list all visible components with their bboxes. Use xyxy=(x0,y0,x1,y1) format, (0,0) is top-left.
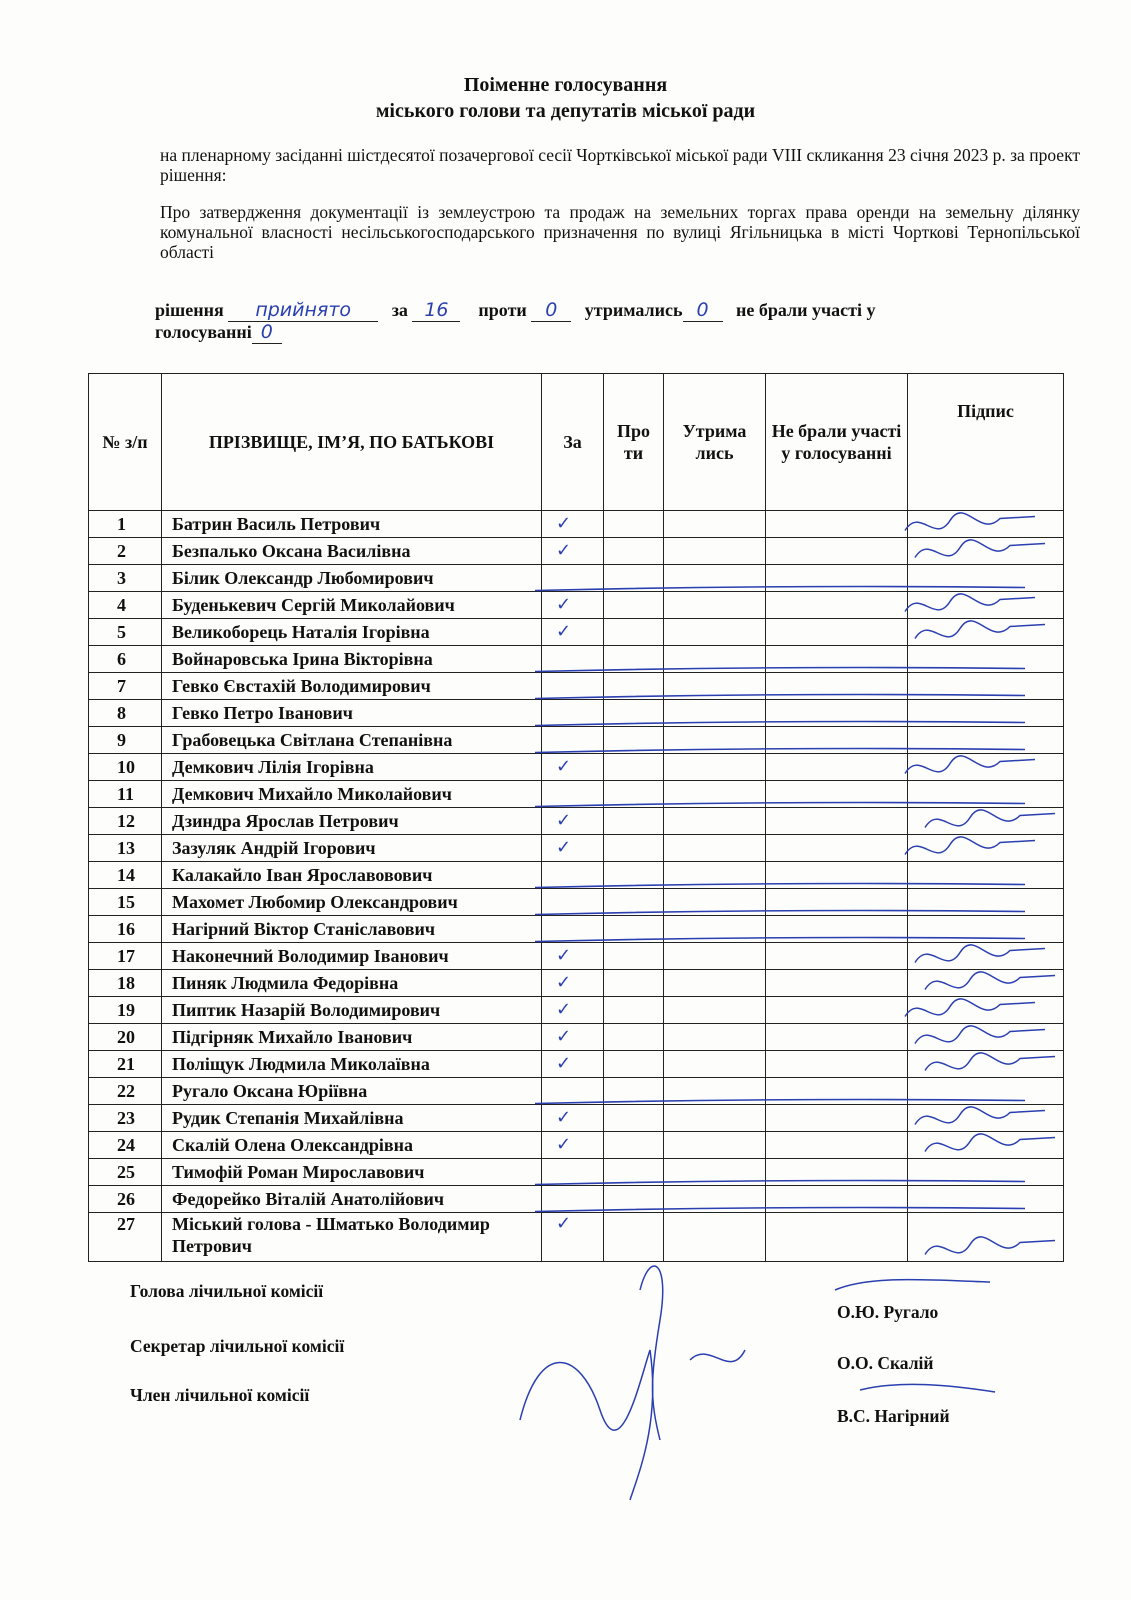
vote-abstained-cell xyxy=(664,592,766,619)
check-mark: ✓ xyxy=(556,513,572,534)
vote-abstained-cell xyxy=(664,646,766,673)
vote-abstained-cell xyxy=(664,808,766,835)
deputy-name: Підгірняк Михайло Іванович xyxy=(162,1024,542,1051)
table-row xyxy=(89,997,1064,1024)
vote-against-cell xyxy=(604,565,664,592)
vote-against-cell xyxy=(604,970,664,997)
vote-not-participated-cell xyxy=(766,700,908,727)
vote-not-participated-cell xyxy=(766,565,908,592)
table-row xyxy=(89,889,1064,916)
signature-cell xyxy=(908,754,1064,781)
vote-abstained-cell xyxy=(664,754,766,781)
project-title: Про затвердження документації із землеустрою та продаж на земельних торгах права оренди на земельну ділянку комунальної власності несільськогосподарського призначення по вулиці Ягільницька в місті Чорткові Тернопільської області xyxy=(160,202,1080,262)
vote-abstained-cell xyxy=(664,781,766,808)
vote-against-cell xyxy=(604,916,664,943)
table-row xyxy=(89,538,1064,565)
vote-for-cell xyxy=(542,754,604,781)
for-count: 16 xyxy=(412,300,460,322)
deputy-name: Тимофій Роман Мирославович xyxy=(162,1159,542,1186)
vote-not-participated-cell xyxy=(766,1132,908,1159)
vote-against-cell xyxy=(604,727,664,754)
vote-for-cell xyxy=(542,943,604,970)
row-number: 19 xyxy=(89,997,162,1024)
table-row xyxy=(89,1105,1064,1132)
abstained-label: утримались xyxy=(584,300,683,320)
signature-cell xyxy=(908,592,1064,619)
signature-cell xyxy=(908,511,1064,538)
vote-abstained-cell xyxy=(664,997,766,1024)
vote-against-cell xyxy=(604,808,664,835)
signature-cell xyxy=(908,646,1064,673)
check-mark: ✓ xyxy=(556,1053,572,1074)
vote-against-cell xyxy=(604,835,664,862)
check-mark: ✓ xyxy=(556,972,572,993)
against-label: проти xyxy=(478,300,527,320)
row-number: 11 xyxy=(89,781,162,808)
vote-for-cell xyxy=(542,592,604,619)
row-number: 24 xyxy=(89,1132,162,1159)
deputy-name: Наконечний Володимир Іванович xyxy=(162,943,542,970)
check-mark: ✓ xyxy=(556,756,572,777)
table-row xyxy=(89,1024,1064,1051)
table-row xyxy=(89,970,1064,997)
vote-against-cell xyxy=(604,1186,664,1213)
vote-for-cell xyxy=(542,916,604,943)
check-mark: ✓ xyxy=(556,1213,572,1234)
vote-not-participated-cell xyxy=(766,970,908,997)
vote-against-cell xyxy=(604,1051,664,1078)
vote-against-cell xyxy=(604,862,664,889)
vote-against-cell xyxy=(604,592,664,619)
vote-against-cell xyxy=(604,781,664,808)
row-number: 25 xyxy=(89,1159,162,1186)
vote-abstained-cell xyxy=(664,700,766,727)
vote-for-cell xyxy=(542,700,604,727)
vote-for-cell xyxy=(542,808,604,835)
deputy-name: Білик Олександр Любомирович xyxy=(162,565,542,592)
table-row xyxy=(89,673,1064,700)
vote-not-participated-cell xyxy=(766,1105,908,1132)
check-mark: ✓ xyxy=(556,540,572,561)
vote-abstained-cell xyxy=(664,1132,766,1159)
vote-for-cell xyxy=(542,1051,604,1078)
deputy-name: Калакайло Іван Ярославовович xyxy=(162,862,542,889)
deputy-name: Нагірний Віктор Станіславович xyxy=(162,916,542,943)
vote-against-cell xyxy=(604,943,664,970)
deputy-name: Дзиндра Ярослав Петрович xyxy=(162,808,542,835)
not-participated-count: 0 xyxy=(252,322,282,344)
signature-cell xyxy=(908,1105,1064,1132)
signature-cell xyxy=(908,565,1064,592)
vote-against-cell xyxy=(604,673,664,700)
vote-abstained-cell xyxy=(664,835,766,862)
deputy-name: Поліщук Людмила Миколаївна xyxy=(162,1051,542,1078)
col-header-abstained: Утрима лись xyxy=(664,374,766,511)
signature-cell xyxy=(908,835,1064,862)
row-number: 4 xyxy=(89,592,162,619)
decision-label: рішення xyxy=(155,300,224,320)
signature-cell xyxy=(908,943,1064,970)
commission-chair-name: О.Ю. Ругало xyxy=(837,1302,939,1322)
vote-for-cell xyxy=(542,1105,604,1132)
signature-cell xyxy=(908,781,1064,808)
vote-against-cell xyxy=(604,1078,664,1105)
deputy-name: Федорейко Віталій Анатолійович xyxy=(162,1186,542,1213)
vote-not-participated-cell xyxy=(766,916,908,943)
vote-not-participated-cell xyxy=(766,1078,908,1105)
col-header-num: № з/п xyxy=(89,374,162,511)
vote-abstained-cell xyxy=(664,619,766,646)
table-row xyxy=(89,943,1064,970)
commission-signature-scribble xyxy=(835,1280,990,1290)
col-header-against: Про ти xyxy=(604,374,664,511)
check-mark: ✓ xyxy=(556,945,572,966)
row-number: 26 xyxy=(89,1186,162,1213)
vote-for-cell xyxy=(542,727,604,754)
vote-against-cell xyxy=(604,889,664,916)
vote-for-cell xyxy=(542,1213,604,1262)
table-row xyxy=(89,754,1064,781)
deputy-name: Войнаровська Ірина Вікторівна xyxy=(162,646,542,673)
row-number: 13 xyxy=(89,835,162,862)
table-row xyxy=(89,1132,1064,1159)
vote-against-cell xyxy=(604,646,664,673)
table-row xyxy=(89,727,1064,754)
document-title-line-2: міського голови та депутатів міської ради xyxy=(375,100,756,122)
table-row xyxy=(89,700,1064,727)
vote-against-cell xyxy=(604,511,664,538)
signature-cell xyxy=(908,727,1064,754)
table-row xyxy=(89,1051,1064,1078)
vote-for-cell xyxy=(542,889,604,916)
vote-for-cell xyxy=(542,538,604,565)
vote-abstained-cell xyxy=(664,970,766,997)
deputy-name: Махомет Любомир Олександрович xyxy=(162,889,542,916)
signature-cell xyxy=(908,1159,1064,1186)
decision-value: прийнято xyxy=(228,300,378,322)
deputy-name: Демкович Михайло Миколайович xyxy=(162,781,542,808)
vote-for-cell xyxy=(542,565,604,592)
vote-not-participated-cell xyxy=(766,1213,908,1262)
vote-abstained-cell xyxy=(664,862,766,889)
vote-not-participated-cell xyxy=(766,538,908,565)
deputy-name: Пиптик Назарій Володимирович xyxy=(162,997,542,1024)
check-mark: ✓ xyxy=(556,1107,572,1128)
table-row xyxy=(89,916,1064,943)
vote-not-participated-cell xyxy=(766,1159,908,1186)
vote-abstained-cell xyxy=(664,511,766,538)
vote-not-participated-cell xyxy=(766,862,908,889)
vote-not-participated-cell xyxy=(766,997,908,1024)
vote-for-cell xyxy=(542,619,604,646)
table-row xyxy=(89,1159,1064,1186)
row-number: 2 xyxy=(89,538,162,565)
signature-cell xyxy=(908,1186,1064,1213)
vote-abstained-cell xyxy=(664,1105,766,1132)
deputy-name: Гевко Євстахій Володимирович xyxy=(162,673,542,700)
check-mark: ✓ xyxy=(556,810,572,831)
deputy-name: Грабовецька Світлана Степанівна xyxy=(162,727,542,754)
vote-against-cell xyxy=(604,700,664,727)
vote-abstained-cell xyxy=(664,1078,766,1105)
commission-member-label: Член лічильної комісії xyxy=(130,1385,310,1405)
deputy-name: Батрин Василь Петрович xyxy=(162,511,542,538)
vote-for-cell xyxy=(542,862,604,889)
table-header-row xyxy=(89,374,1064,511)
check-mark: ✓ xyxy=(556,837,572,858)
abstained-count: 0 xyxy=(683,300,723,322)
vote-not-participated-cell xyxy=(766,511,908,538)
signature-cell xyxy=(908,808,1064,835)
signature-cell xyxy=(908,700,1064,727)
vote-abstained-cell xyxy=(664,943,766,970)
signature-cell xyxy=(908,538,1064,565)
signature-cell xyxy=(908,889,1064,916)
commission-signature-scribble xyxy=(860,1384,995,1392)
vote-abstained-cell xyxy=(664,1024,766,1051)
row-number: 14 xyxy=(89,862,162,889)
document-title-line-1: Поіменне голосування xyxy=(463,74,668,96)
signature-cell xyxy=(908,1024,1064,1051)
vote-against-cell xyxy=(604,538,664,565)
table-body xyxy=(89,511,1064,1262)
vote-against-cell xyxy=(604,997,664,1024)
vote-abstained-cell xyxy=(664,1213,766,1262)
check-mark: ✓ xyxy=(556,594,572,615)
vote-against-cell xyxy=(604,1213,664,1262)
row-number: 8 xyxy=(89,700,162,727)
signature-cell xyxy=(908,997,1064,1024)
commission-signature-scribble xyxy=(690,1350,745,1362)
signature-cell xyxy=(908,1078,1064,1105)
commission-signature-scribble xyxy=(520,1350,653,1500)
vote-against-cell xyxy=(604,1132,664,1159)
vote-abstained-cell xyxy=(664,889,766,916)
signature-cell xyxy=(908,673,1064,700)
check-mark: ✓ xyxy=(556,1026,572,1047)
table-row xyxy=(89,835,1064,862)
vote-abstained-cell xyxy=(664,727,766,754)
table-row xyxy=(89,592,1064,619)
table-row xyxy=(89,1078,1064,1105)
vote-result xyxy=(155,300,1080,344)
commission-secretary-label: Секретар лічильної комісії xyxy=(130,1336,345,1356)
vote-for-cell xyxy=(542,781,604,808)
row-number: 1 xyxy=(89,511,162,538)
signature-cell xyxy=(908,970,1064,997)
vote-for-cell xyxy=(542,835,604,862)
row-number: 16 xyxy=(89,916,162,943)
voting-table xyxy=(88,373,1064,1262)
vote-not-participated-cell xyxy=(766,943,908,970)
col-header-signature: Підпис xyxy=(908,374,1064,511)
vote-abstained-cell xyxy=(664,1159,766,1186)
commission-secretary-name: О.О. Скалій xyxy=(837,1353,934,1373)
table-row xyxy=(89,565,1064,592)
not-participated-label: не брали участі у xyxy=(736,300,876,320)
check-mark: ✓ xyxy=(556,999,572,1020)
commission-signature-scribble xyxy=(640,1266,663,1440)
row-number: 17 xyxy=(89,943,162,970)
row-number: 20 xyxy=(89,1024,162,1051)
table-row xyxy=(89,511,1064,538)
not-participated-label-2: голосуванні xyxy=(155,322,252,342)
signature-cell xyxy=(908,619,1064,646)
row-number: 6 xyxy=(89,646,162,673)
check-mark: ✓ xyxy=(556,1134,572,1155)
deputy-name: Зазуляк Андрій Ігорович xyxy=(162,835,542,862)
row-number: 7 xyxy=(89,673,162,700)
vote-abstained-cell xyxy=(664,673,766,700)
vote-not-participated-cell xyxy=(766,754,908,781)
commission-chair-label: Голова лічильної комісії xyxy=(130,1281,324,1301)
signature-cell xyxy=(908,916,1064,943)
check-mark: ✓ xyxy=(556,621,572,642)
vote-not-participated-cell xyxy=(766,1051,908,1078)
vote-against-cell xyxy=(604,1105,664,1132)
row-number: 10 xyxy=(89,754,162,781)
table-row xyxy=(89,808,1064,835)
table-row xyxy=(89,646,1064,673)
vote-for-cell xyxy=(542,511,604,538)
session-description: на пленарному засіданні шістдесятої позачергової сесії Чортківської міської ради VIII скликання 23 січня 2023 р. за проект рішення: xyxy=(160,145,1080,185)
vote-not-participated-cell xyxy=(766,646,908,673)
vote-for-cell xyxy=(542,1024,604,1051)
row-number: 12 xyxy=(89,808,162,835)
deputy-name: Демкович Лілія Ігорівна xyxy=(162,754,542,781)
row-number: 3 xyxy=(89,565,162,592)
vote-for-cell xyxy=(542,1132,604,1159)
vote-not-participated-cell xyxy=(766,1186,908,1213)
vote-for-cell xyxy=(542,646,604,673)
row-number: 23 xyxy=(89,1105,162,1132)
vote-not-participated-cell xyxy=(766,619,908,646)
col-header-name: ПРІЗВИЩЕ, ІМ’Я, ПО БАТЬКОВІ xyxy=(162,374,542,511)
signature-cell xyxy=(908,1213,1064,1262)
vote-not-participated-cell xyxy=(766,727,908,754)
row-number: 18 xyxy=(89,970,162,997)
vote-abstained-cell xyxy=(664,538,766,565)
table-row xyxy=(89,1213,1064,1262)
deputy-name: Скалій Олена Олександрівна xyxy=(162,1132,542,1159)
commission-member-name: В.С. Нагірний xyxy=(837,1406,950,1426)
signature-cell xyxy=(908,1051,1064,1078)
table-row xyxy=(89,1186,1064,1213)
signature-cell xyxy=(908,862,1064,889)
vote-abstained-cell xyxy=(664,1051,766,1078)
vote-abstained-cell xyxy=(664,565,766,592)
vote-against-cell xyxy=(604,754,664,781)
vote-against-cell xyxy=(604,619,664,646)
vote-not-participated-cell xyxy=(766,673,908,700)
row-number: 27 xyxy=(89,1213,162,1262)
deputy-name: Безпалько Оксана Василівна xyxy=(162,538,542,565)
vote-against-cell xyxy=(604,1024,664,1051)
vote-abstained-cell xyxy=(664,1186,766,1213)
vote-for-cell xyxy=(542,1186,604,1213)
table-row xyxy=(89,619,1064,646)
vote-against-cell xyxy=(604,1159,664,1186)
row-number: 21 xyxy=(89,1051,162,1078)
row-number: 5 xyxy=(89,619,162,646)
deputy-name: Рудик Степанія Михайлівна xyxy=(162,1105,542,1132)
deputy-name: Пиняк Людмила Федорівна xyxy=(162,970,542,997)
row-number: 22 xyxy=(89,1078,162,1105)
for-label: за xyxy=(391,300,408,320)
vote-not-participated-cell xyxy=(766,592,908,619)
vote-for-cell xyxy=(542,1159,604,1186)
against-count: 0 xyxy=(531,300,571,322)
vote-not-participated-cell xyxy=(766,889,908,916)
vote-for-cell xyxy=(542,673,604,700)
vote-for-cell xyxy=(542,1078,604,1105)
row-number: 9 xyxy=(89,727,162,754)
vote-not-participated-cell xyxy=(766,835,908,862)
deputy-name: Гевко Петро Іванович xyxy=(162,700,542,727)
col-header-for: За xyxy=(542,374,604,511)
signature-cell xyxy=(908,1132,1064,1159)
row-number: 15 xyxy=(89,889,162,916)
vote-abstained-cell xyxy=(664,916,766,943)
vote-not-participated-cell xyxy=(766,1024,908,1051)
vote-for-cell xyxy=(542,970,604,997)
deputy-name: Буденькевич Сергій Миколайович xyxy=(162,592,542,619)
deputy-name: Ругало Оксана Юріївна xyxy=(162,1078,542,1105)
table-row xyxy=(89,781,1064,808)
vote-not-participated-cell xyxy=(766,808,908,835)
deputy-name: Міський голова - Шматько Володимир Петрович xyxy=(162,1213,542,1262)
col-header-not-participated: Не брали участі у голосуванні xyxy=(766,374,908,511)
table-row xyxy=(89,862,1064,889)
vote-not-participated-cell xyxy=(766,781,908,808)
vote-for-cell xyxy=(542,997,604,1024)
deputy-name: Великоборець Наталія Ігорівна xyxy=(162,619,542,646)
